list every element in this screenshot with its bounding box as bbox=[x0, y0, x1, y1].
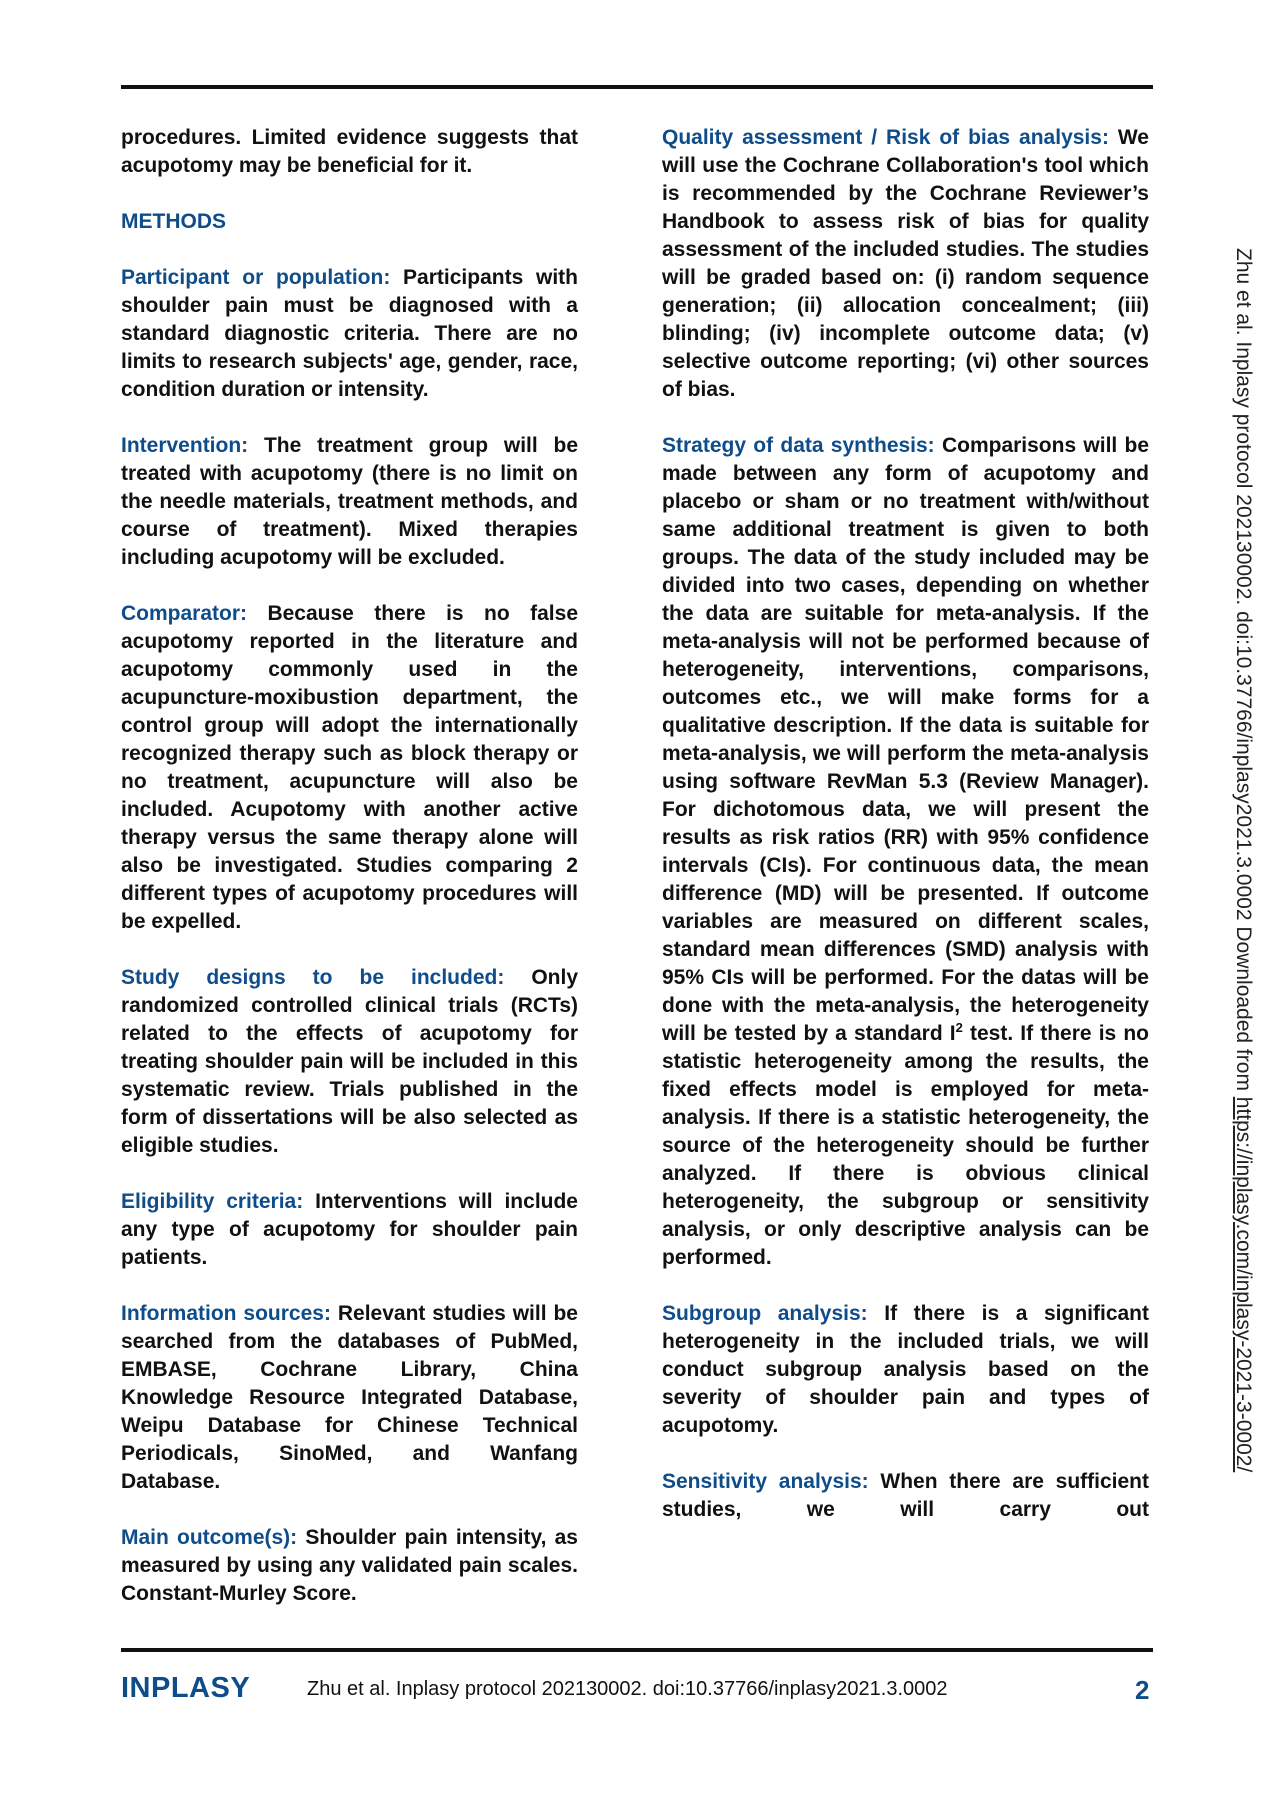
section-lead: Study designs to be included: bbox=[121, 966, 505, 989]
section-lead: Sensitivity analysis: bbox=[662, 1470, 869, 1493]
left-column bbox=[121, 124, 578, 1636]
section-lead: Participant or population: bbox=[121, 266, 391, 289]
section-text: Comparisons will be made between any form of acupotomy and placebo or sham or no treatment with/without same additional treatment is given to both groups. The data of the study included may be divided into two cases, depending on whether the data are suitable for meta-analysis. If the meta-analysis will not be performed because of heterogeneity, interventions, comparisons, outcomes etc., we will make forms for a qualitative description. If the data is suitable for meta-analysis, we will perform the meta-analysis using software RevMan 5.3 (Review Manager). For dichotomous data, we will present the results as risk ratios (RR) with 95% confidence intervals (CIs). For continuous data, the mean difference (MD) will be presented. If outcome variables are measured on different scales, standard mean differences (SMD) analysis with 95% CIs will be performed. For the datas will be done with the meta-analysis, the heterogeneity will be tested by a standard I bbox=[662, 434, 1150, 1045]
footer-rule bbox=[121, 1648, 1153, 1652]
vertical-citation-note bbox=[1228, 248, 1258, 1516]
section-text: Relevant studies will be searched from the databases of PubMed, EMBASE, Cochrane Library, China Knowledge Resource Integrated Database, Weipu Database for Chinese Technical Periodicals, SinoMed, and Wanfang Database. bbox=[121, 1302, 578, 1493]
superscript: 2 bbox=[955, 1020, 963, 1035]
section-text: When there are sufficient studies, we will carry out bbox=[662, 1470, 1150, 1521]
journal-logo: INPLASY bbox=[121, 1672, 251, 1704]
subgroup-analysis-section bbox=[662, 1300, 1149, 1440]
section-lead: Main outcome(s): bbox=[121, 1526, 298, 1549]
section-text: Because there is no false acupotomy reported in the literature and acupotomy commonly used in the acupuncture-moxibustion department, the control group will adopt the internationally recognized therapy such as block therapy or no treatment, acupuncture will also be included. Acupotomy with another active therapy versus the same therapy alone will also be investigated. Studies comparing 2 different types of acupotomy procedures will be expelled. bbox=[121, 602, 578, 933]
data-synthesis-section bbox=[662, 432, 1149, 1272]
section-lead: Quality assessment / Risk of bias analysis: bbox=[662, 126, 1109, 149]
comparator-section bbox=[121, 600, 578, 936]
side-note-text: Zhu et al. Inplasy protocol 202130002. doi:10.37766/inplasy2021.3.0002 Downloaded from bbox=[1232, 248, 1255, 1097]
section-text: The treatment group will be treated with acupotomy (there is no limit on the needle materials, treatment methods, and course of treatment). Mixed therapies including acupotomy will be excluded. bbox=[121, 434, 578, 569]
eligibility-section bbox=[121, 1188, 578, 1272]
information-sources-section bbox=[121, 1300, 578, 1496]
section-text: We will use the Cochrane Collaboration's tool which is recommended by the Cochrane Reviewer’s Handbook to assess risk of bias for quality assessment of the included studies. The studies will be graded based on: (i) random sequence generation; (ii) allocation concealment; (iii) blinding; (iv) incomplete outcome data; (v) selective outcome reporting; (vi) other sources of bias. bbox=[662, 126, 1149, 401]
study-designs-section bbox=[121, 964, 578, 1160]
section-text: Interventions will include any type of acupotomy for shoulder pain patients. bbox=[121, 1190, 578, 1269]
section-text: Participants with shoulder pain must be diagnosed with a standard diagnostic criteria. There are no limits to research subjects' age, gender, race, condition duration or intensity. bbox=[121, 266, 578, 401]
footer-citation: Zhu et al. Inplasy protocol 202130002. doi:10.37766/inplasy2021.3.0002 bbox=[307, 1678, 948, 1700]
section-text: If there is a significant heterogeneity in the included trials, we will conduct subgroup analysis based on the severity of shoulder pain and types of acupotomy. bbox=[662, 1302, 1149, 1437]
intervention-section bbox=[121, 432, 578, 572]
section-text: test. If there is no statistic heterogeneity among the results, the fixed effects model is employed for meta-analysis. If there is a statistic heterogeneity, the source of the heterogeneity should be further analyzed. If there is obvious clinical heterogeneity, the subgroup or sensitivity analysis, or only descriptive analysis can be performed. bbox=[662, 1022, 1149, 1269]
participant-section bbox=[121, 264, 578, 404]
section-lead: Strategy of data synthesis: bbox=[662, 434, 935, 457]
methods-heading: METHODS bbox=[121, 210, 226, 233]
sensitivity-analysis-section bbox=[662, 1468, 1149, 1524]
section-text: Only randomized controlled clinical trials (RCTs) related to the effects of acupotomy for treating shoulder pain will be included in this systematic review. Trials published in the form of dissertations will be also selected as eligible studies. bbox=[121, 966, 578, 1157]
quality-assessment-section bbox=[662, 124, 1149, 404]
header-rule bbox=[121, 85, 1153, 89]
main-outcomes-section bbox=[121, 1524, 578, 1608]
section-lead: Subgroup analysis: bbox=[662, 1302, 868, 1325]
section-lead: Eligibility criteria: bbox=[121, 1190, 304, 1213]
intro-paragraph: procedures. Limited evidence suggests that acupotomy may be beneficial for it. bbox=[121, 126, 578, 177]
download-link[interactable]: https://inplasy.com/inplasy-2021-3-0002/ bbox=[1232, 1096, 1255, 1473]
page-number: 2 bbox=[1135, 1675, 1150, 1705]
section-lead: Comparator: bbox=[121, 602, 248, 625]
right-column bbox=[662, 124, 1149, 1552]
section-lead: Information sources: bbox=[121, 1302, 331, 1325]
section-text: Shoulder pain intensity, as measured by using any validated pain scales. Constant-Murley Score. bbox=[121, 1526, 578, 1605]
section-lead: Intervention: bbox=[121, 434, 249, 457]
